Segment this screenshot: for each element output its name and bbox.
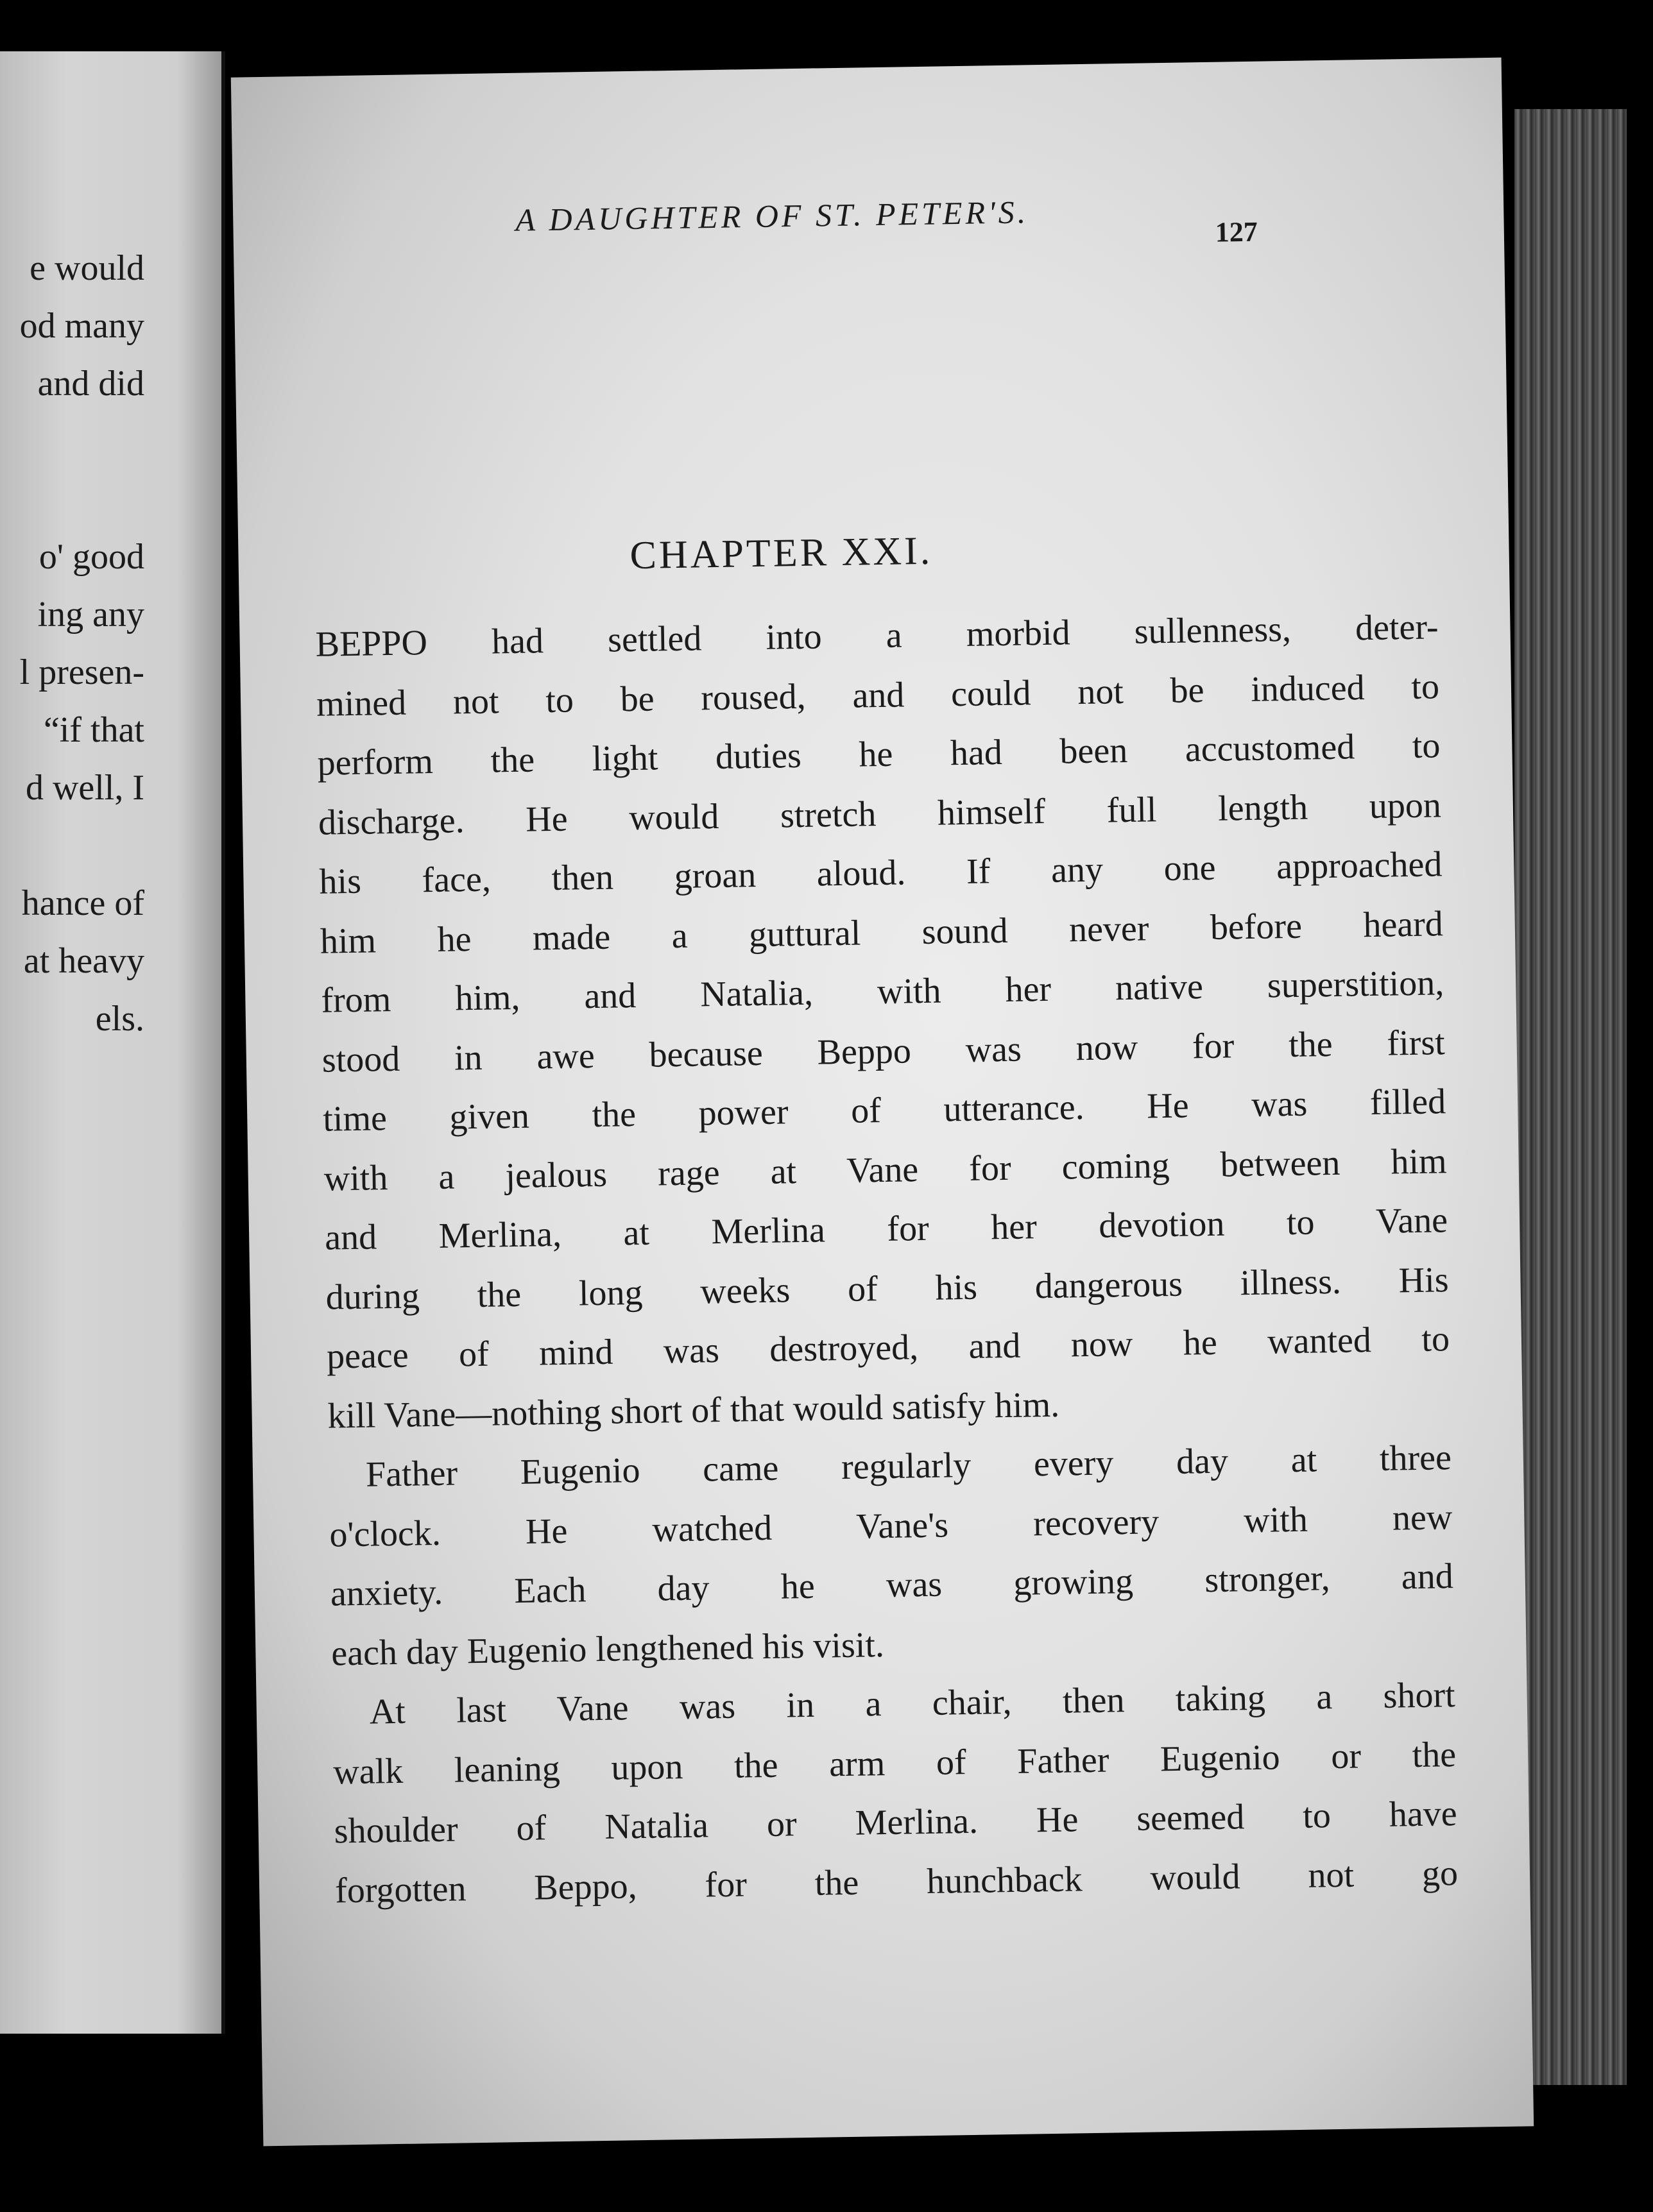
text-line: him he made a guttural sound never before heard <box>320 903 1444 962</box>
text-line: shoulder of Natalia or Merlina. He seemed to have <box>334 1794 1458 1851</box>
body-text <box>315 597 1459 1920</box>
text-line: discharge. He would stretch himself full length upon <box>318 785 1442 843</box>
text-line: time given the power of utterance. He was filled <box>322 1082 1446 1139</box>
left-page-line: “if that <box>43 710 144 750</box>
paragraph <box>328 1428 1455 1683</box>
text-line: kill Vane—nothing short of that would satisfy him. <box>327 1384 1060 1436</box>
left-page-line: od many <box>19 306 144 346</box>
left-page-line: ing any <box>37 595 144 634</box>
page-number: 127 <box>1215 216 1258 248</box>
text-line: Father Eugenio came regularly every day at three <box>365 1438 1452 1495</box>
text-line: perform the light duties he had been accustomed to <box>317 726 1441 783</box>
text-line: each day Eugenio lengthened his visit. <box>330 1624 885 1674</box>
text-line: forgotten Beppo, for the hunchback would not go <box>334 1853 1459 1911</box>
left-page-line: els. <box>95 999 144 1039</box>
text-line: o'clock. He watched Vane's recovery with new <box>329 1497 1453 1555</box>
left-page-line: hance of <box>21 883 144 923</box>
left-page-line: e would <box>30 248 144 288</box>
paragraph <box>315 597 1451 1445</box>
chapter-heading: CHAPTER XXI. <box>630 529 933 578</box>
text-line: his face, then groan aloud. If any one approached <box>319 844 1443 902</box>
left-page-line: d well, I <box>25 768 144 808</box>
text-line: BEPPO had settled into a morbid sullenness, deter- <box>315 607 1439 665</box>
text-line: with a jealous rage at Vane for coming between him <box>323 1141 1448 1199</box>
running-head: A DAUGHTER OF ST. PETER'S. <box>515 194 1029 238</box>
left-page-line: l presen- <box>19 652 144 692</box>
text-line: anxiety. Each day he was growing stronger, and <box>330 1556 1454 1614</box>
text-line: walk leaning upon the arm of Father Eugenio or the <box>332 1734 1457 1792</box>
text-line: during the long weeks of his dangerous illness. His <box>325 1259 1449 1318</box>
left-page-line: at heavy <box>23 941 144 981</box>
text-line: At last Vane was in a chair, then taking a short <box>369 1675 1456 1732</box>
right-page <box>231 58 1534 2147</box>
text-line: peace of mind was destroyed, and now he wanted to <box>326 1319 1450 1377</box>
left-page-line: and did <box>37 364 144 404</box>
text-line: and Merlina, at Merlina for her devotion to Vane <box>324 1200 1448 1258</box>
book-page-edges <box>1514 109 1627 2085</box>
left-page-line: o' good <box>39 537 144 577</box>
left-facing-page <box>0 51 225 2034</box>
paragraph <box>332 1665 1459 1920</box>
text-line: mined not to be roused, and could not be induced to <box>316 666 1440 724</box>
text-line: stood in awe because Beppo was now for the first <box>321 1022 1446 1080</box>
text-line: from him, and Natalia, with her native superstition, <box>320 963 1444 1021</box>
